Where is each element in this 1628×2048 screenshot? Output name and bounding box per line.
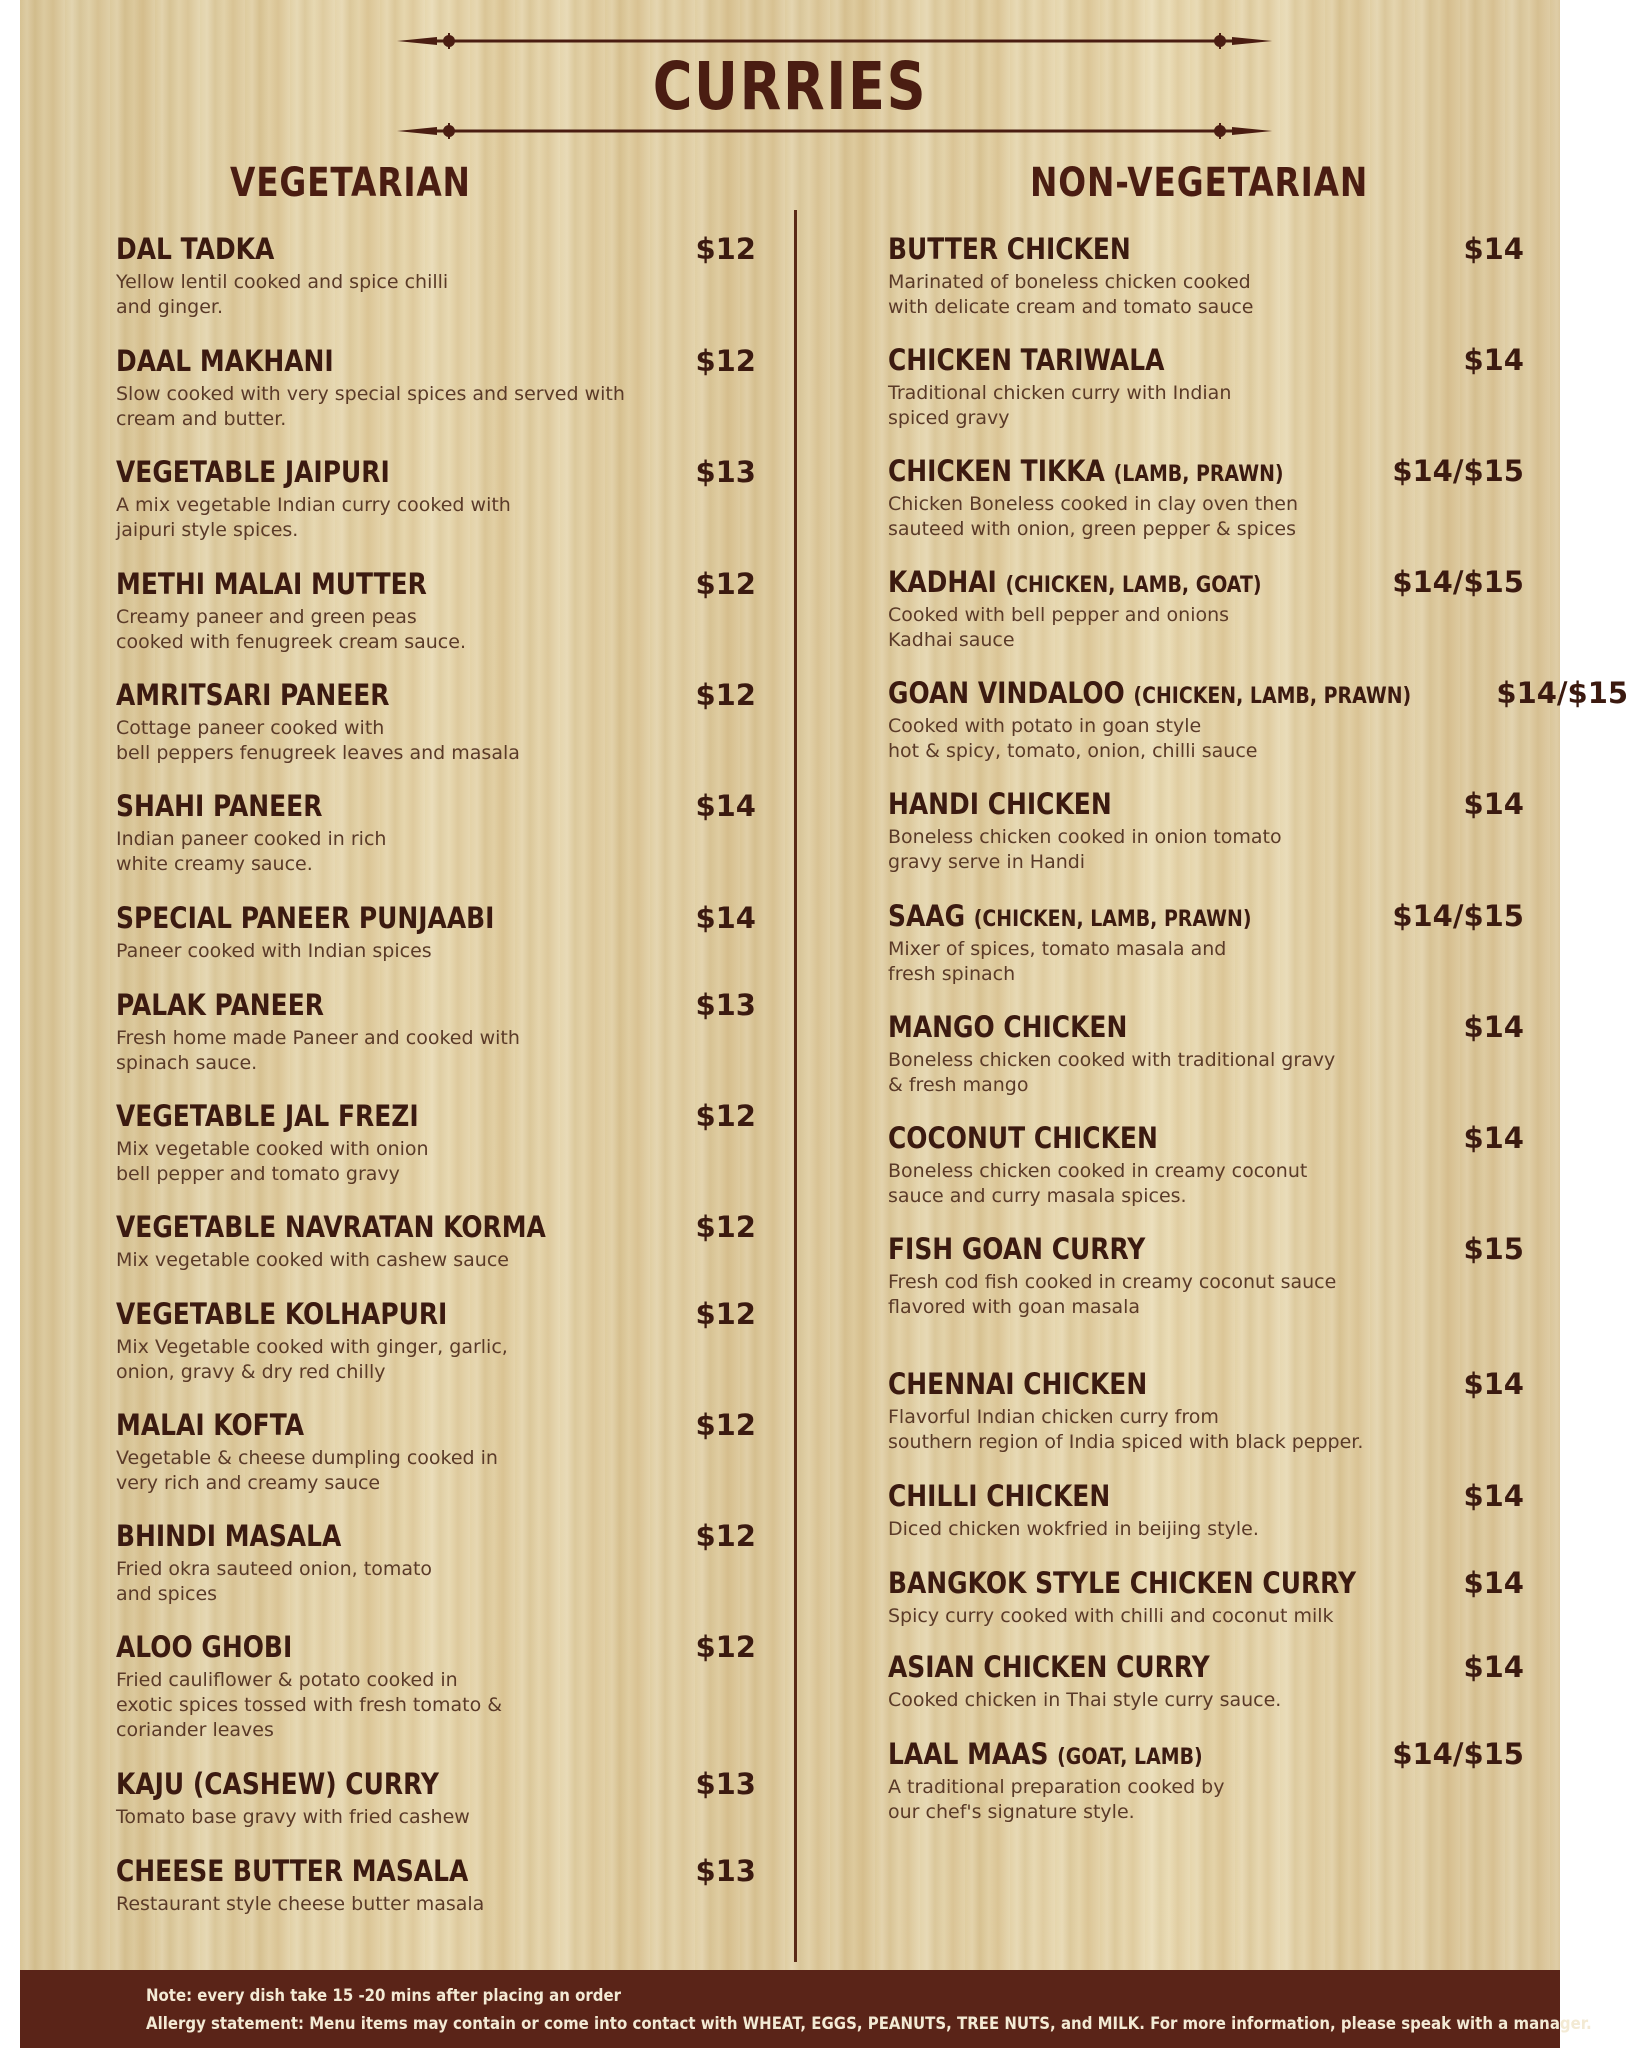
menu-item-title: PALAK PANEER	[116, 988, 324, 1022]
menu-item-price: $13	[695, 988, 756, 1022]
menu-item-header	[888, 1010, 1524, 1044]
menu-item-header	[888, 343, 1524, 377]
menu-item-name	[888, 899, 1252, 933]
menu-item-title: LAAL MAAS	[888, 1737, 1049, 1771]
menu-item-price: $14	[1463, 343, 1524, 377]
menu-item	[116, 455, 756, 543]
menu-item	[888, 1479, 1524, 1542]
menu-item-header	[888, 1650, 1524, 1684]
menu-item-header	[888, 787, 1524, 821]
menu-item-name	[888, 1737, 1203, 1771]
menu-item-title: KADHAI	[888, 565, 997, 599]
menu-item	[116, 232, 756, 320]
menu-item	[888, 1232, 1524, 1320]
menu-item-name	[888, 1121, 1158, 1155]
menu-item-description: Fresh home made Paneer and cooked with spinach sauce.	[116, 1027, 520, 1074]
menu-item-name	[888, 676, 1411, 710]
menu-item-description: A mix vegetable Indian curry cooked with jaipuri style spices.	[116, 494, 511, 541]
menu-item-description: Mix Vegetable cooked with ginger, garlic, onion, gravy & dry red chilly	[116, 1336, 508, 1383]
menu-item-name	[888, 343, 1164, 377]
menu-item-price: $13	[695, 1767, 756, 1801]
menu-item-name	[888, 1367, 1147, 1401]
menu-item-price: $14	[1463, 1121, 1524, 1155]
menu-item-header	[116, 567, 756, 601]
menu-item	[116, 1854, 756, 1917]
menu-item	[888, 1121, 1524, 1209]
menu-item-title: BHINDI MASALA	[116, 1519, 342, 1553]
menu-item-header	[116, 901, 756, 935]
menu-item-name	[116, 789, 322, 823]
menu-item-header	[888, 454, 1524, 488]
menu-item-description: Diced chicken wokfried in beijing style.	[888, 1518, 1259, 1540]
menu-item-description: Cooked with bell pepper and onions Kadhai sauce	[888, 604, 1230, 651]
menu-item-price: $14/$15	[1392, 1737, 1524, 1771]
menu-item-name	[888, 454, 1284, 488]
menu-item-description: Fresh cod fish cooked in creamy coconut sauce flavored with goan masala	[888, 1271, 1337, 1318]
menu-item-name	[116, 901, 494, 935]
menu-item-name	[116, 1519, 341, 1553]
menu-item-header	[116, 1854, 756, 1888]
allergy-statement: Allergy statement: Menu items may contain or come into contact with WHEAT, EGGS, PEANUTS, TREE NUTS, and MILK. For more information, please speak with a manager.	[146, 2014, 1592, 2034]
menu-item-title: KAJU (CASHEW) CURRY	[116, 1767, 439, 1801]
menu-item-description: Fried cauliflower & potato cooked in exotic spices tossed with fresh tomato & coriander leaves	[116, 1669, 503, 1741]
menu-item-price: $14	[695, 901, 756, 935]
menu-item-header	[116, 1767, 756, 1801]
menu-item-description: A traditional preparation cooked by our chef's signature style.	[888, 1776, 1225, 1823]
menu-item-title: CHICKEN TIKKA	[888, 454, 1105, 488]
menu-item-price: $14/$15	[1392, 565, 1524, 599]
menu-item-name	[116, 1408, 304, 1442]
menu-item-title: DAAL MAKHANI	[116, 344, 334, 378]
menu-item-description: Marinated of boneless chicken cooked with delicate cream and tomato sauce	[888, 271, 1254, 318]
menu-item-description: Yellow lentil cooked and spice chilli and ginger.	[116, 271, 449, 318]
menu-item-protein-options: (GOAT, LAMB)	[1057, 1745, 1203, 1770]
menu-item-price: $12	[695, 1630, 756, 1664]
menu-item-header	[888, 1367, 1524, 1401]
menu-item-description: Mix vegetable cooked with onion bell pepper and tomato gravy	[116, 1138, 429, 1185]
menu-item-price: $12	[695, 567, 756, 601]
menu-item-header	[116, 789, 756, 823]
menu-item	[888, 343, 1524, 431]
menu-item-header	[116, 1297, 756, 1331]
page-title: CURRIES	[652, 48, 928, 125]
menu-item-description: Creamy paneer and green peas cooked with fenugreek cream sauce.	[116, 606, 466, 653]
menu-item-title: BUTTER CHICKEN	[888, 232, 1131, 266]
menu-item-header	[888, 1479, 1524, 1513]
menu-item-header	[116, 1210, 756, 1244]
menu-item-name	[888, 565, 1262, 599]
menu-item-description: Indian paneer cooked in rich white creamy sauce.	[116, 828, 387, 875]
menu-item-title: COCONUT CHICKEN	[888, 1121, 1158, 1155]
menu-item-title: AMRITSARI PANEER	[116, 678, 390, 712]
menu-item-title: DAL TADKA	[116, 232, 275, 266]
non-vegetarian-heading: NON-VEGETARIAN	[1030, 160, 1369, 206]
menu-item-description: Mix vegetable cooked with cashew sauce	[116, 1249, 509, 1271]
menu-item	[116, 789, 756, 877]
footer-note: Note: every dish take 15 -20 mins after placing an order	[146, 1986, 621, 2006]
menu-item-title: GOAN VINDALOO	[888, 676, 1125, 710]
menu-item-description: Vegetable & cheese dumpling cooked in very rich and creamy sauce	[116, 1447, 498, 1494]
menu-item-title: SAAG	[888, 899, 966, 933]
menu-item	[888, 1367, 1524, 1455]
menu-item-title: VEGETABLE JAIPURI	[116, 455, 390, 489]
menu-item	[116, 1630, 756, 1743]
menu-item-header	[116, 344, 756, 378]
menu-item-price: $12	[695, 232, 756, 266]
footer-bar	[20, 1970, 1592, 2048]
menu-item	[116, 1767, 756, 1830]
menu-item-price: $12	[695, 1408, 756, 1442]
menu-item-price: $12	[695, 1210, 756, 1244]
menu-item-title: SHAHI PANEER	[116, 789, 323, 823]
menu-item-title: MANGO CHICKEN	[888, 1010, 1128, 1044]
menu-item-price: $13	[695, 455, 756, 489]
menu-item-name	[116, 1767, 439, 1801]
menu-item-header	[116, 1408, 756, 1442]
menu-item-description: Restaurant style cheese butter masala	[116, 1893, 485, 1915]
menu-item	[116, 344, 756, 432]
menu-item-price: $14	[1463, 1566, 1524, 1600]
menu-item-description: Cottage paneer cooked with bell peppers fenugreek leaves and masala	[116, 717, 520, 764]
menu-item-price: $12	[695, 344, 756, 378]
menu-item-description: Fried okra sauteed onion, tomato and spices	[116, 1558, 433, 1605]
menu-item-header	[116, 678, 756, 712]
menu-item	[888, 676, 1628, 764]
menu-item	[888, 899, 1524, 987]
menu-item	[888, 232, 1524, 320]
menu-item-header	[888, 565, 1524, 599]
menu-item-description: Flavorful Indian chicken curry from southern region of India spiced with black pepper.	[888, 1406, 1364, 1453]
menu-item-title: BANGKOK STYLE CHICKEN CURRY	[888, 1566, 1357, 1600]
menu-item-name	[116, 567, 427, 601]
menu-item	[116, 678, 756, 766]
menu-item-name	[116, 1854, 468, 1888]
menu-item	[116, 988, 756, 1076]
menu-item	[116, 1297, 756, 1385]
menu-item-price: $14	[1463, 1367, 1524, 1401]
menu-item	[116, 1210, 756, 1273]
bottom-ornament-line	[397, 120, 1272, 142]
menu-item	[888, 787, 1524, 875]
menu-item	[888, 1566, 1524, 1629]
vegetarian-heading: VEGETARIAN	[230, 160, 471, 206]
menu-item-name	[888, 1232, 1145, 1266]
menu-item-title: MALAI KOFTA	[116, 1408, 305, 1442]
menu-item-protein-options: (CHICKEN, LAMB, GOAT)	[1005, 573, 1262, 598]
menu-item	[888, 1737, 1524, 1825]
menu-item-price: $15	[1463, 1232, 1524, 1266]
menu-item-name	[888, 1566, 1356, 1600]
menu-item-title: VEGETABLE NAVRATAN KORMA	[116, 1210, 546, 1244]
menu-item-title: CHENNAI CHICKEN	[888, 1367, 1148, 1401]
menu-item-name	[116, 1210, 546, 1244]
menu-item-name	[888, 787, 1112, 821]
menu-item-title: HANDI CHICKEN	[888, 787, 1112, 821]
menu-item-name	[888, 1010, 1127, 1044]
menu-item-price: $14	[1463, 787, 1524, 821]
menu-item-description: Tomato base gravy with fried cashew	[116, 1806, 470, 1828]
menu-item-name	[116, 1630, 292, 1664]
menu-item-name	[888, 1479, 1110, 1513]
menu-item-description: Boneless chicken cooked in onion tomato gravy serve in Handi	[888, 826, 1282, 873]
menu-item-description: Cooked chicken in Thai style curry sauce.	[888, 1689, 1282, 1711]
menu-item-header	[888, 899, 1524, 933]
menu-item	[116, 567, 756, 655]
menu-item-title: ALOO GHOBI	[116, 1630, 293, 1664]
menu-item-header	[888, 1566, 1524, 1600]
menu-item-name	[116, 232, 274, 266]
menu-item-description: Chicken Boneless cooked in clay oven then sauteed with onion, green pepper & spices	[888, 493, 1299, 540]
column-divider	[794, 210, 797, 1962]
menu-item-title: ASIAN CHICKEN CURRY	[888, 1650, 1210, 1684]
menu-item-price: $12	[695, 1519, 756, 1553]
menu-page	[20, 0, 1628, 2048]
menu-item	[116, 1408, 756, 1496]
menu-item-header	[888, 1737, 1524, 1771]
menu-item-price: $12	[695, 678, 756, 712]
menu-item-name	[116, 988, 324, 1022]
menu-item-protein-options: (LAMB, PRAWN)	[1113, 462, 1284, 487]
menu-item-header	[116, 1630, 756, 1664]
menu-item-header	[888, 232, 1524, 266]
menu-item-price: $14	[1463, 1479, 1524, 1513]
menu-item	[888, 454, 1524, 542]
menu-item-name	[888, 232, 1131, 266]
menu-item-description: Spicy curry cooked with chilli and coconut milk	[888, 1605, 1334, 1627]
menu-item-title: METHI MALAI MUTTER	[116, 567, 427, 601]
menu-item	[116, 1519, 756, 1607]
menu-item-price: $12	[695, 1099, 756, 1133]
menu-item-price: $14	[1463, 1650, 1524, 1684]
menu-item-price: $13	[695, 1854, 756, 1888]
menu-item-header	[888, 676, 1628, 710]
menu-item-name	[116, 455, 390, 489]
menu-item-price: $14/$15	[1392, 899, 1524, 933]
menu-item-name	[116, 1297, 447, 1331]
menu-item-header	[116, 1099, 756, 1133]
menu-item-description: Mixer of spices, tomato masala and fresh spinach	[888, 938, 1227, 985]
menu-item-header	[116, 988, 756, 1022]
menu-item-title: VEGETABLE KOLHAPURI	[116, 1297, 448, 1331]
menu-item-description: Cooked with potato in goan style hot & spicy, tomato, onion, chilli sauce	[888, 715, 1258, 762]
menu-item-header	[116, 455, 756, 489]
menu-item-header	[888, 1121, 1524, 1155]
menu-item	[888, 565, 1524, 653]
menu-item-description: Paneer cooked with Indian spices	[116, 940, 432, 962]
menu-item	[116, 901, 756, 964]
menu-item-price: $14	[1463, 232, 1524, 266]
menu-item-name	[116, 344, 334, 378]
menu-item-price: $14/$15	[1392, 454, 1524, 488]
menu-item	[116, 1099, 756, 1187]
menu-item	[888, 1650, 1524, 1713]
menu-item-title: FISH GOAN CURRY	[888, 1232, 1146, 1266]
menu-item-protein-options: (CHICKEN, LAMB, PRAWN)	[1133, 684, 1412, 709]
menu-item-title: CHILLI CHICKEN	[888, 1479, 1111, 1513]
menu-item-protein-options: (CHICKEN, LAMB, PRAWN)	[973, 907, 1252, 932]
menu-item-header	[116, 1519, 756, 1553]
menu-item-description: Traditional chicken curry with Indian spiced gravy	[888, 382, 1232, 429]
menu-item-title: CHICKEN TARIWALA	[888, 343, 1165, 377]
menu-item-price: $14/$15	[1496, 676, 1628, 710]
menu-item-price: $14	[1463, 1010, 1524, 1044]
menu-item-price: $14	[695, 789, 756, 823]
menu-item-title: VEGETABLE JAL FREZI	[116, 1099, 419, 1133]
menu-item-price: $12	[695, 1297, 756, 1331]
menu-item-description: Boneless chicken cooked in creamy coconut sauce and curry masala spices.	[888, 1160, 1308, 1207]
menu-item-name	[116, 1099, 419, 1133]
menu-item-title: SPECIAL PANEER PUNJAABI	[116, 901, 495, 935]
menu-item-header	[888, 1232, 1524, 1266]
menu-item-description: Boneless chicken cooked with traditional gravy & fresh mango	[888, 1049, 1336, 1096]
menu-item-header	[116, 232, 756, 266]
menu-item-name	[116, 678, 389, 712]
menu-item-name	[888, 1650, 1210, 1684]
menu-item	[888, 1010, 1524, 1098]
menu-item-description: Slow cooked with very special spices and served with cream and butter.	[116, 383, 625, 430]
menu-item-title: CHEESE BUTTER MASALA	[116, 1854, 469, 1888]
